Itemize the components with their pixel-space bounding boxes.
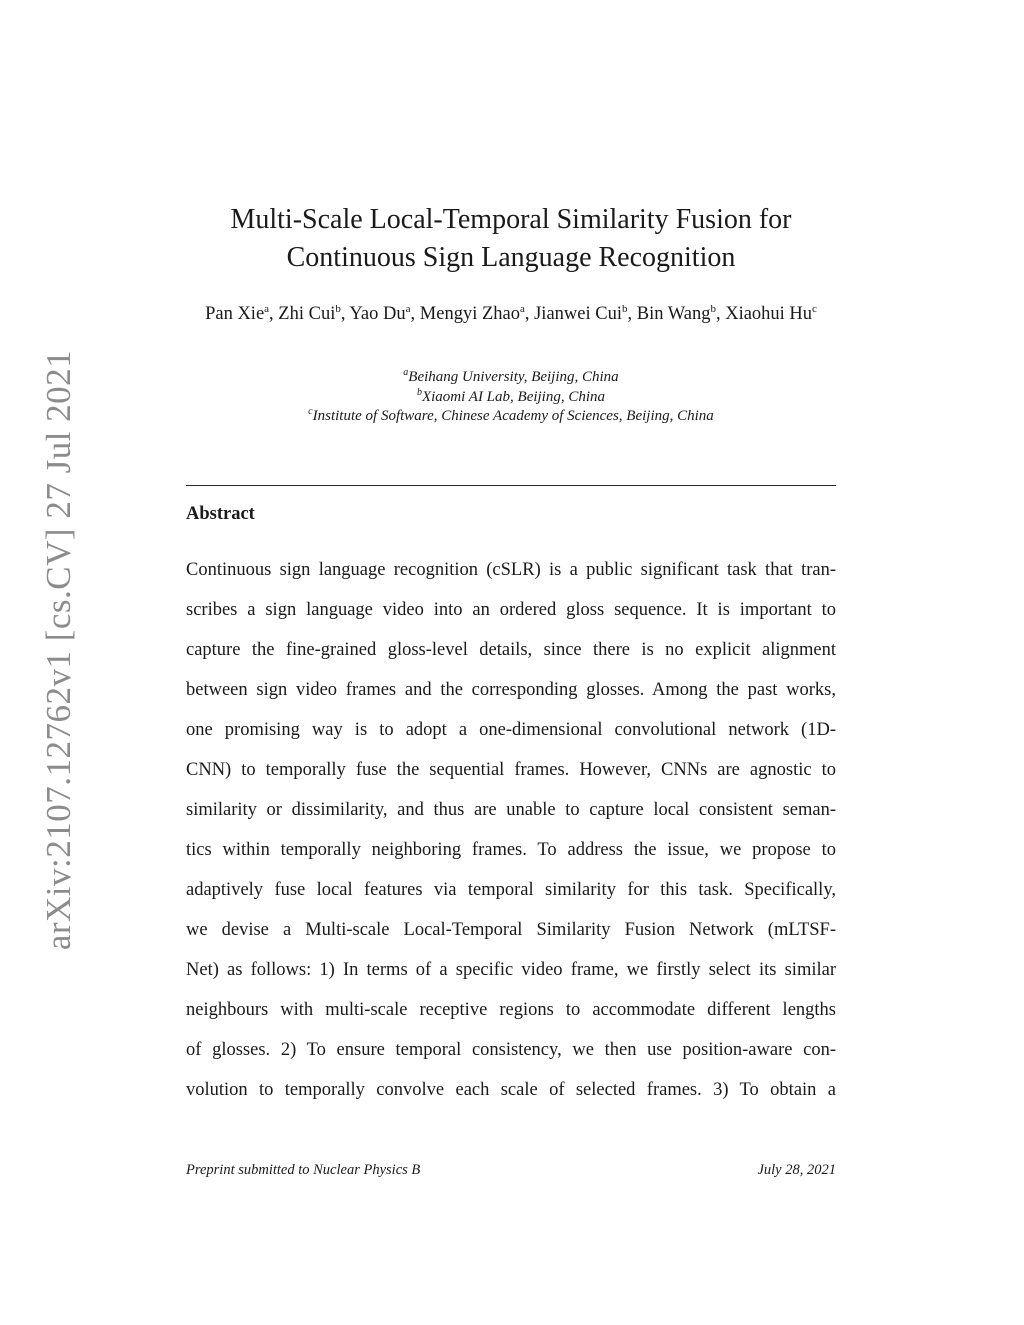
abstract-line: of glosses. 2) To ensure temporal consistency, we then use position-aware con- (186, 1040, 836, 1060)
abstract-line: one promising way is to adopt a one-dimensional convolutional network (1D- (186, 720, 836, 740)
arxiv-side-stamp: arXiv:2107.12762v1 [cs.CV] 27 Jul 2021 (39, 349, 78, 951)
preprint-note: Preprint submitted to Nuclear Physics B (186, 1162, 421, 1178)
abstract-line: CNN) to temporally fuse the sequential frames. However, CNNs are agnostic to (186, 760, 836, 780)
abstract-line: tics within temporally neighboring frames. To address the issue, we propose to (186, 840, 836, 860)
abstract-line: Net) as follows: 1) In terms of a specific video frame, we firstly select its similar (186, 960, 836, 980)
abstract-line: capture the fine-grained gloss-level details, since there is no explicit alignment (186, 640, 836, 660)
abstract-line: volution to temporally convolve each scale of selected frames. 3) To obtain a (186, 1080, 836, 1100)
affiliation-a: $^a$Beihang University, Beijing, China (403, 367, 619, 385)
abstract-line: similarity or dissimilarity, and thus are unable to capture local consistent seman- (186, 800, 836, 820)
author: Xiaohui Hu$^c$ (725, 302, 817, 324)
author: Jianwei Cui$^b$ (534, 302, 628, 324)
abstract-line: Continuous sign language recognition (cSLR) is a public significant task that tran- (186, 560, 836, 580)
affiliation-c: $^c$Institute of Software, Chinese Academy of Sciences, Beijing, China (308, 406, 714, 424)
abstract-line: adaptively fuse local features via temporal similarity for this task. Specifically, (186, 880, 836, 900)
affiliations (186, 368, 836, 427)
abstract-body (186, 550, 836, 1110)
title-line-1: Multi-Scale Local-Temporal Similarity Fusion for (230, 204, 792, 235)
paper-title (186, 201, 836, 277)
author: Pan Xie$^a$ (205, 302, 270, 324)
horizontal-rule (186, 485, 836, 486)
author: Bin Wang$^b$ (636, 302, 716, 324)
abstract-line: between sign video frames and the corresponding glosses. Among the past works, (186, 680, 836, 700)
affiliation-b: $^b$Xiaomi AI Lab, Beijing, China (416, 386, 606, 405)
abstract-line: we devise a Multi-scale Local-Temporal Similarity Fusion Network (mLTSF- (186, 920, 836, 940)
abstract-line: neighbours with multi-scale receptive regions to accommodate different lengths (186, 1000, 836, 1020)
abstract-heading: Abstract (186, 504, 255, 524)
author-list: Pan Xie$^a$, Zhi Cui$^b$, Yao Du$^a$, Mengyi Zhao$^a$, Jianwei Cui$^b$, Bin Wang$^b$, Xiaohui Hu$^c$ (205, 302, 817, 324)
preprint-date: July 28, 2021 (757, 1162, 836, 1178)
abstract-line: scribes a sign language video into an ordered gloss sequence. It is important to (186, 600, 836, 620)
author: Mengyi Zhao$^a$ (419, 302, 525, 324)
author: Zhi Cui$^b$ (278, 302, 341, 324)
title-line-2: Continuous Sign Language Recognition (286, 242, 736, 273)
author: Yao Du$^a$ (349, 302, 411, 324)
